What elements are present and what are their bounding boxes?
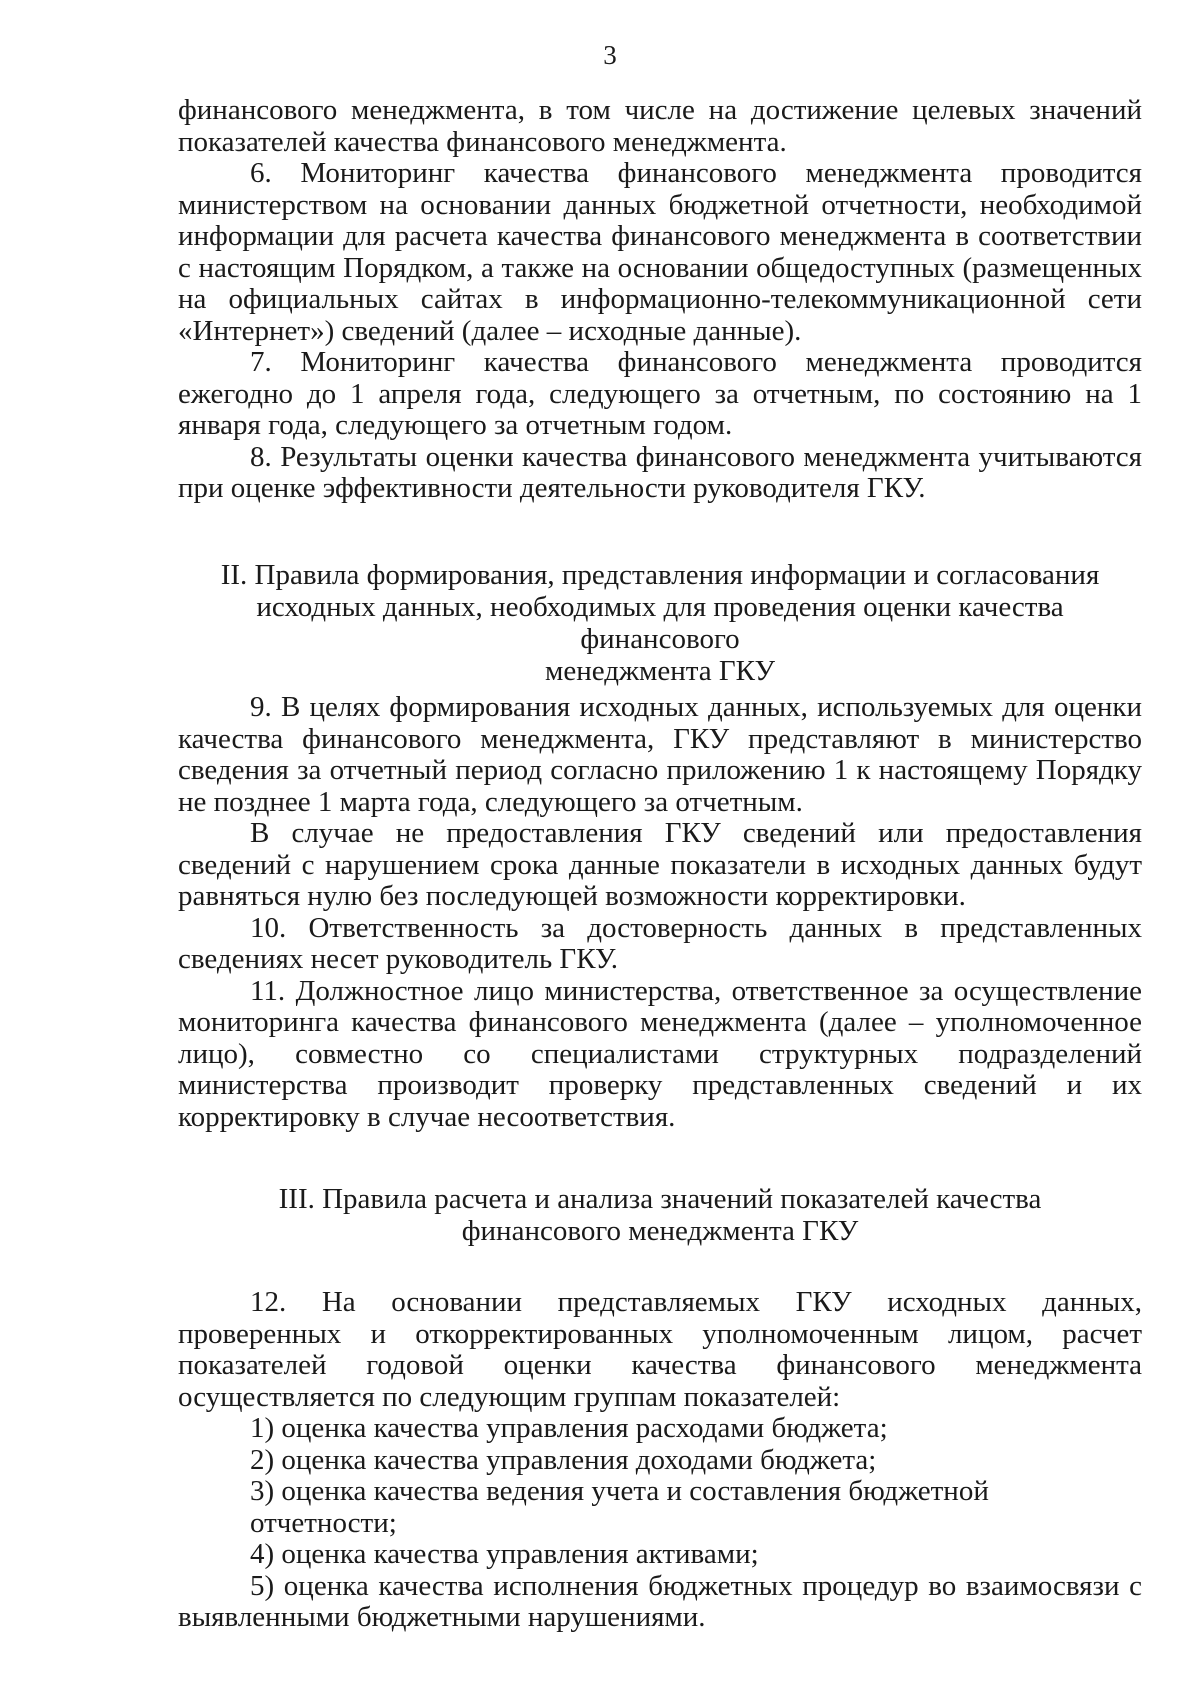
section-2-heading-line-1: II. Правила формирования, представления информации и согласования bbox=[220, 559, 1100, 591]
paragraph-9-second: В случае не предоставления ГКУ сведений или предоставления сведений с нарушением срока данные показатели в исходных данных будут равняться нулю без последующей возможности корректировки. bbox=[178, 817, 1142, 912]
page-number: 3 bbox=[603, 40, 617, 70]
section-2-heading-line-2: исходных данных, необходимых для проведения оценки качества финансового bbox=[256, 591, 1064, 655]
list-item: 4) оценка качества управления активами; bbox=[250, 1538, 759, 1570]
paragraph-9: 9. В целях формирования исходных данных, используемых для оценки качества финансового менеджмента, ГКУ представляют в министерство сведения за отчетный период согласно приложению 1 к настоящему Порядку не позднее 1 марта года, следующего за отчетным. bbox=[178, 691, 1142, 818]
paragraph-12: 12. На основании представляемых ГКУ исходных данных, проверенных и откорректированных уполномоченным лицом, расчет показателей годовой оценки качества финансового менеджмента осуществляется по следующим группам показателей: bbox=[178, 1286, 1142, 1413]
paragraph-7: 7. Мониторинг качества финансового менеджмента проводится ежегодно до 1 апреля года, следующего за отчетным, по состоянию на 1 января года, следующего за отчетным годом. bbox=[178, 346, 1142, 441]
section-2-heading-line-3: менеджмента ГКУ bbox=[545, 655, 775, 687]
paragraph-8: 8. Результаты оценки качества финансового менеджмента учитываются при оценке эффективности деятельности руководителя ГКУ. bbox=[178, 440, 1142, 504]
paragraph-11: 11. Должностное лицо министерства, ответственное за осуществление мониторинга качества финансового менеджмента (далее – уполномоченное лицо), совместно со специалистами структурных подразделений министерства производит проверку представленных сведений и их корректировку в случае несоответствия. bbox=[178, 974, 1142, 1133]
list-item: 3) оценка качества ведения учета и составления бюджетной отчетности; bbox=[250, 1475, 989, 1539]
section-2-heading bbox=[178, 559, 1142, 687]
paragraph-10: 10. Ответственность за достоверность данных в представленных сведениях несет руководитель ГКУ. bbox=[178, 911, 1142, 975]
paragraph-6: 6. Мониторинг качества финансового менеджмента проводится министерством на основании данных бюджетной отчетности, необходимой информации для расчета качества финансового менеджмента в соответствии с настоящим Порядком, а также на основании общедоступных (размещенных на официальных сайтах в информационно-телекоммуникационной сети «Интернет») сведений (далее – исходные данные). bbox=[178, 157, 1142, 347]
list-item-5: 5) оценка качества исполнения бюджетных процедур во взаимосвязи с выявленными бюджетными нарушениями. bbox=[178, 1569, 1142, 1633]
paragraph-5-continuation: финансового менеджмента, в том числе на достижение целевых значений показателей качества финансового менеджмента. bbox=[178, 94, 1142, 158]
section-3-heading bbox=[178, 1183, 1142, 1247]
list-item: 1) оценка качества управления расходами бюджета; bbox=[250, 1412, 888, 1444]
section-2-body bbox=[178, 692, 1142, 1133]
section-3-body bbox=[178, 1287, 1142, 1634]
section-1-continuation bbox=[178, 95, 1142, 505]
list-item: 2) оценка качества управления доходами бюджета; bbox=[250, 1443, 877, 1476]
section-3-heading-line-1: III. Правила расчета и анализа значений показателей качества bbox=[278, 1183, 1042, 1215]
section-3-heading-line-2: финансового менеджмента ГКУ bbox=[461, 1215, 859, 1247]
